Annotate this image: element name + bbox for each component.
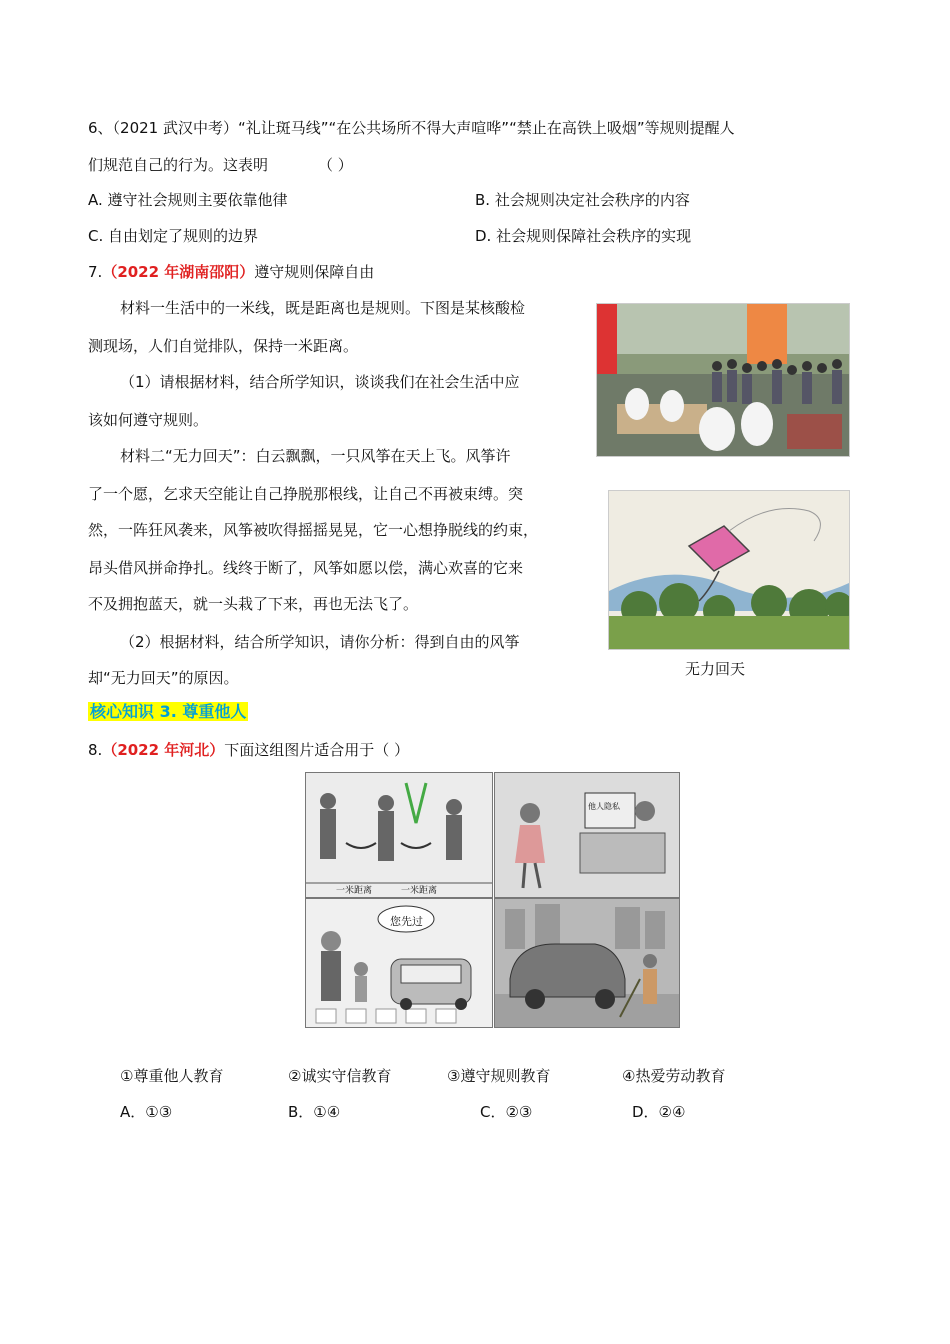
q7-material2-line5: 不及拥抱蓝天，就一头栽了下来，再也无法飞了。: [88, 595, 419, 613]
q6-bracket: （ ）: [318, 156, 353, 174]
q6-option-c: C. 自由划定了规则的边界: [88, 227, 259, 245]
q6-line1: 6、（2021 武汉中考）“礼让斑马线”“在公共场所不得大声喧哗”“禁止在高铁上吸烟”等规则提醒人: [88, 119, 735, 137]
q8-choice-c: C．②③: [480, 1103, 533, 1121]
testing-queue-photo: [596, 303, 850, 457]
q8-choice-a: A．①③: [120, 1103, 173, 1121]
q6-option-a: A. 遵守社会规则主要依靠他律: [88, 191, 288, 209]
kite-caption: 无力回天: [685, 660, 746, 678]
q7-title: 遵守规则保障自由: [254, 263, 375, 281]
q6-option-d: D. 社会规则保障社会秩序的实现: [475, 227, 692, 245]
q7-material1-line2: 测现场，人们自觉排队，保持一米距离。: [88, 337, 359, 355]
q7-source: （2022 年湖南邵阳）: [102, 263, 255, 281]
q7-question2-line1: （2）根据材料，结合所学知识，请你分析：得到自由的风筝: [120, 633, 520, 651]
q6-option-b: B. 社会规则决定社会秩序的内容: [475, 191, 690, 209]
q8-source: （2022 年河北）: [102, 741, 225, 759]
q7-question1-line1: （1）请根据材料，结合所学知识，谈谈我们在社会生活中应: [120, 373, 520, 391]
q7-material2-line1: 材料二“无力回天”：白云飘飘，一只风筝在天上飞。风筝许: [120, 447, 511, 465]
q7-material1-line1: 材料一生活中的一米线，既是距离也是规则。下图是某核酸检: [120, 299, 526, 317]
section-title: 核心知识 3. 尊重他人: [90, 702, 247, 721]
kite-illustration: [608, 490, 850, 650]
panel-label-distance-1: 一米距离: [336, 886, 373, 896]
q6-line2-text: 们规范自己的行为。这表明: [88, 156, 269, 174]
q8-item-1: ①尊重他人教育: [120, 1067, 224, 1085]
q7-material2-line2: 了一个愿，乞求天空能让自己挣脱那根线，让自己不再被束缚。突: [88, 485, 524, 503]
q7-material2-line3: 然，一阵狂风袭来，风筝被吹得摇摇晃晃，它一心想挣脱线的约束，: [88, 521, 539, 539]
comic-panel-privacy: [494, 772, 680, 898]
q8-choice-d: D．②④: [632, 1103, 686, 1121]
q7-question2-line2: 却“无力回天”的原因。: [88, 669, 239, 687]
panel-speech-bubble: 您先过: [390, 915, 423, 928]
panel-label-distance-2: 一米距离: [401, 886, 438, 896]
q7-material2-line4: 昂头借风拼命挣扎。线终于断了，风筝如愿以偿，满心欢喜的它来: [88, 559, 524, 577]
q8-number: 8.: [88, 741, 103, 759]
comic-panel-crosswalk: [305, 898, 493, 1028]
q8-item-2: ②诚实守信教育: [288, 1067, 392, 1085]
q8-item-3: ③遵守规则教育: [447, 1067, 551, 1085]
section-heading: [88, 702, 248, 722]
q8-choice-b: B．①④: [288, 1103, 341, 1121]
panel-label-screen: 他人隐私: [588, 802, 620, 811]
q8-item-4: ④热爱劳动教育: [622, 1067, 726, 1085]
q7-question1-line2: 该如何遵守规则。: [88, 411, 209, 429]
q7-heading: [88, 262, 374, 282]
q7-number: 7.: [88, 263, 103, 281]
q6-line2: [88, 155, 353, 175]
comic-panel-queue: [305, 772, 493, 898]
comic-panel-cleaner: [494, 898, 680, 1028]
q8-stem: 下面这组图片适合用于（ ）: [224, 741, 410, 759]
q8-heading: [88, 740, 409, 760]
